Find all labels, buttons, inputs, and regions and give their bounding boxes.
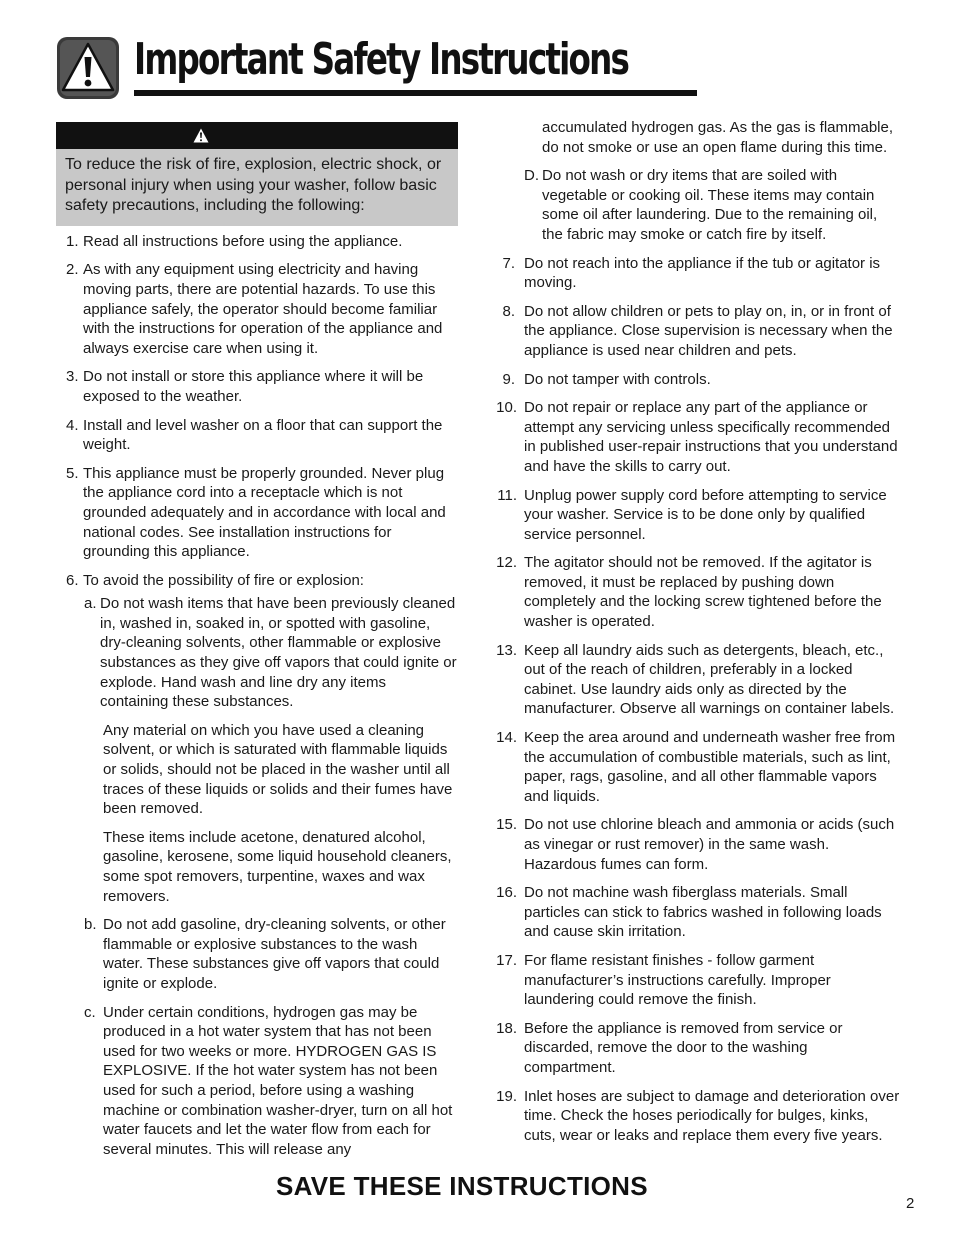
warning-text-box: To reduce the risk of fire, explosion, electric shock, or personal injury when using your washer, follow basic safety precautions, including the following:	[56, 149, 458, 226]
list-item: 10. Do not repair or replace any part of the appliance or attempt any servicing unless specifically recommended in published user-repair instructions that you understand and have the skills to carry out.	[496, 399, 898, 475]
list-item: 11. Unplug power supply cord before attempting to service your washer. Service is to be done only by qualified service personnel.	[497, 486, 887, 543]
page-header	[56, 36, 646, 102]
page-title: Important Safety Instructions	[134, 34, 629, 85]
list-item: 19. Inlet hoses are subject to damage and deterioration over time. Check the hoses periodically for bulges, kinks, cuts, wear or leaks and replace them every five years.	[496, 1087, 900, 1144]
list-item: 14. Keep the area around and underneath washer free from the accumulation of combustible materials, such as lint, paper, rags, gasoline, and all other flammable vapors and liquids.	[496, 729, 896, 805]
list-item: 15. Do not use chlorine bleach and ammonia or acids (such as vinegar or rust remover) in the same wash. Hazardous fumes can form.	[496, 816, 895, 873]
save-instructions-footer: SAVE THESE INSTRUCTIONS	[276, 1171, 648, 1201]
list-item: 3. Do not install or store this appliance where it will be exposed to the weather.	[66, 368, 424, 405]
list-item: 16. Do not machine wash fiberglass materials. Small particles can stick to fabrics washed in following loads and cause skin irritation.	[496, 884, 882, 941]
continued-paragraph: accumulated hydrogen gas. As the gas is flammable, do not smoke or use an open flame during this time.	[542, 119, 894, 156]
list-item: 7. Do not reach into the appliance if the tub or agitator is moving.	[502, 254, 881, 292]
sub-paragraph: Any material on which you have used a cleaning solvent, or which is saturated with flammable liquids or solids, should not be placed in the washer until all traces of these liquids or solids and their fumes have been removed.	[103, 721, 453, 818]
list-item: 18. Before the appliance is removed from service or discarded, remove the door to the washing compartment.	[496, 1019, 843, 1076]
sub-item: a. Do not wash items that have been previously cleaned in, washed in, soaked in, or spotted with gasoline, dry-cleaning solvents, other flammable or explosive substances as they give off vapors that could ignite or explode. Hand wash and line dry any items containing these substances.	[84, 595, 457, 711]
list-item: 9. Do not tamper with controls.	[502, 370, 711, 388]
list-item: 13. Keep all laundry aids such as detergents, bleach, etc., out of the reach of children, preferably in a locked cabinet. Use laundry aids only as directed by the manufacturer. Observe all warnings on container labels.	[496, 641, 895, 718]
page-number: 2	[906, 1195, 915, 1212]
right-column	[493, 118, 901, 1154]
list-item: 1. Read all instructions before using the appliance.	[66, 232, 403, 250]
list-item: 6. To avoid the possibility of fire or explosion:	[66, 571, 364, 589]
title-underline	[134, 90, 697, 96]
list-item: 17. For flame resistant finishes - follow garment manufacturer’s instructions carefully. Improper laundering could remove the finish.	[496, 951, 831, 1009]
warning-triangle-icon	[193, 128, 209, 143]
left-column	[56, 122, 458, 1168]
sub-item: c. Under certain conditions, hydrogen gas may be produced in a hot water system that has not been used for two weeks or more. HYDROGEN GAS IS EXPLOSIVE. If the hot water system has not been used for such a period, before using a washing machine or combination washer-dryer, turn on all hot water faucets and let the water flow from each for several minutes. This will release any	[84, 1003, 453, 1158]
warning-triangle-icon	[56, 36, 120, 100]
list-item: 2. As with any equipment using electricity and having moving parts, there are potential hazards. To use this appliance safely, the operator should become familiar with the instructions for operation of the appliance and always exercise care when using it.	[66, 261, 443, 357]
sub-item: b. Do not add gasoline, dry-cleaning solvents, or other flammable or explosive substances to the wash water. These substances give off vapors that could ignite or explode.	[84, 916, 446, 992]
list-item: 12. The agitator should not be removed. If the agitator is removed, it must be replaced by pushing down completely and the locking screw tightened before the washer is operated.	[496, 554, 882, 631]
list-item: 4. Install and level washer on a floor that can support the weight.	[66, 416, 443, 454]
list-item: 8. Do not allow children or pets to play on, in, or in front of the appliance. Close supervision is necessary when the appliance is used near children and pets.	[502, 302, 893, 359]
list-item: 5. This appliance must be properly grounded. Never plug the appliance cord into a receptacle which is not grounded adequately and in accordance with local and national codes. See installation instructions for grounding this appliance.	[66, 464, 446, 561]
sub-item: D. Do not wash or dry items that are soiled with vegetable or cooking oil. These items may contain some oil after laundering. Due to the remaining oil, the fabric may smoke or catch fire by itself.	[524, 167, 878, 243]
warning-header-bar	[56, 122, 458, 149]
sub-paragraph: These items include acetone, denatured alcohol, gasoline, kerosene, some liquid household cleaners, some spot removers, turpentine, waxes and wax removers.	[103, 828, 452, 905]
